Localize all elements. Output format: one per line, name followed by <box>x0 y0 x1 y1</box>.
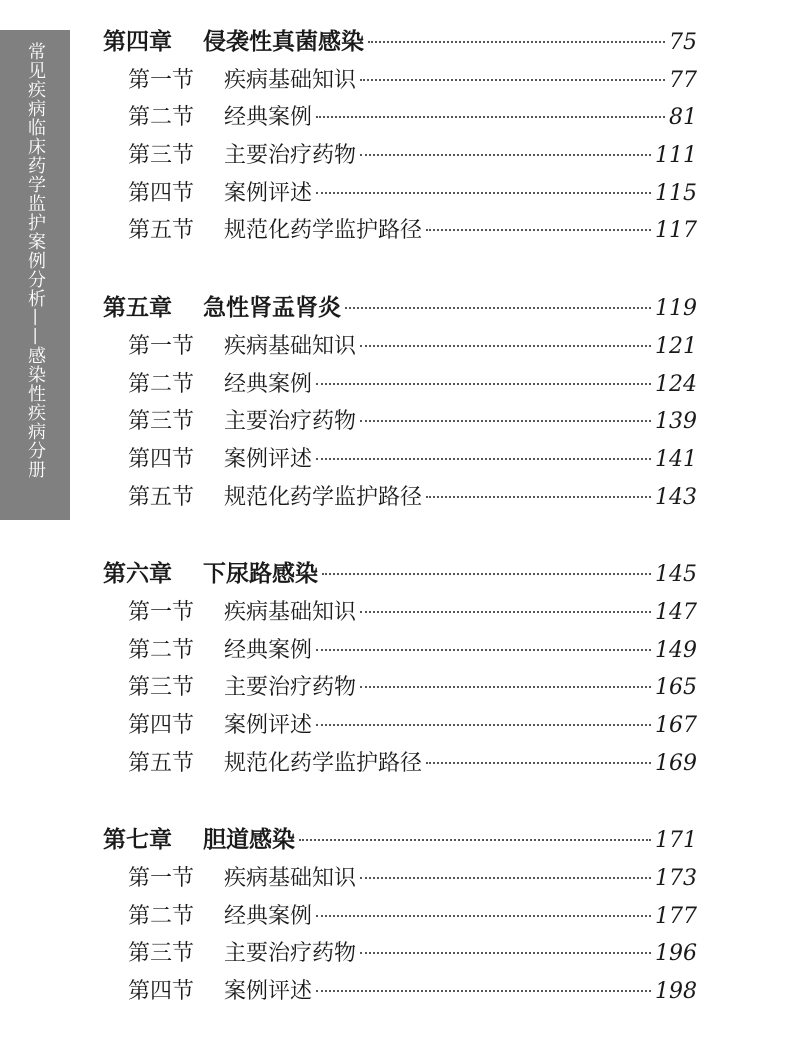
section-number: 第一节 <box>128 866 195 892</box>
section-entry[interactable] <box>103 669 697 707</box>
dot-leader <box>316 915 651 917</box>
section-entry[interactable] <box>103 441 697 479</box>
section-entry[interactable] <box>103 860 697 898</box>
section-title: 案例评述 <box>224 180 313 206</box>
page-number: 117 <box>655 218 697 244</box>
chapter <box>103 556 697 782</box>
page-number: 77 <box>669 67 697 93</box>
dot-leader <box>316 192 651 194</box>
page-number: 147 <box>655 599 697 625</box>
page-number: 198 <box>655 979 697 1005</box>
section-number: 第一节 <box>128 333 195 359</box>
section-number: 第一节 <box>128 67 195 93</box>
dot-leader <box>322 573 651 575</box>
page-number: 196 <box>655 941 697 967</box>
section-entry[interactable] <box>103 632 697 670</box>
page-number: 75 <box>669 30 697 55</box>
section-title: 主要治疗药物 <box>224 941 357 967</box>
section-entry[interactable] <box>103 707 697 745</box>
section-entry[interactable] <box>103 328 697 366</box>
chapter <box>103 822 697 1010</box>
section-entry[interactable] <box>103 175 697 213</box>
section-title: 案例评述 <box>224 979 313 1005</box>
dot-leader <box>360 686 651 688</box>
page-number: 167 <box>655 713 697 738</box>
section-number: 第一节 <box>128 599 195 625</box>
chapter-number: 第六章 <box>103 561 172 588</box>
section-number: 第四节 <box>128 979 195 1005</box>
dot-leader <box>316 383 651 385</box>
chapter-entry[interactable] <box>103 290 697 328</box>
chapter <box>103 24 697 250</box>
section-title: 规范化药学监护路径 <box>224 750 423 776</box>
page-number: 139 <box>655 409 697 435</box>
section-entry[interactable] <box>103 366 697 404</box>
page-number: 149 <box>655 637 697 663</box>
chapter <box>103 290 697 516</box>
side-tab <box>0 30 70 520</box>
dot-leader <box>368 41 665 43</box>
page-number: 111 <box>655 143 697 169</box>
section-title: 主要治疗药物 <box>224 409 357 435</box>
section-title: 疾病基础知识 <box>224 333 357 359</box>
section-title: 疾病基础知识 <box>224 866 357 892</box>
page-number: 171 <box>655 828 697 854</box>
section-title: 疾病基础知识 <box>224 599 357 625</box>
section-title: 案例评述 <box>224 446 313 472</box>
page-number: 169 <box>655 750 697 776</box>
dot-leader <box>316 724 651 726</box>
section-title: 经典案例 <box>224 903 313 929</box>
page-number: 173 <box>655 866 697 892</box>
page-number: 141 <box>655 446 697 472</box>
section-entry[interactable] <box>103 212 697 250</box>
page-number: 143 <box>655 484 697 510</box>
section-entry[interactable] <box>103 99 697 137</box>
section-entry[interactable] <box>103 137 697 175</box>
chapter-title: 侵袭性真菌感染 <box>203 29 364 55</box>
dot-leader <box>426 496 651 498</box>
dot-leader <box>316 458 651 460</box>
section-entry[interactable] <box>103 898 697 936</box>
section-title: 主要治疗药物 <box>224 143 357 169</box>
dot-leader <box>360 154 651 156</box>
dot-leader <box>299 839 651 841</box>
section-title: 主要治疗药物 <box>224 675 357 701</box>
chapter-title: 急性肾盂肾炎 <box>203 295 341 322</box>
dot-leader <box>426 762 651 764</box>
page-number: 81 <box>669 105 697 131</box>
dot-leader <box>426 229 651 231</box>
dot-leader <box>316 116 665 118</box>
section-number: 第四节 <box>128 180 195 206</box>
page-number: 165 <box>655 675 697 701</box>
section-number: 第二节 <box>128 637 195 663</box>
section-number: 第二节 <box>128 105 195 131</box>
dot-leader <box>360 345 651 347</box>
chapter-title: 下尿路感染 <box>203 561 318 588</box>
section-entry[interactable] <box>103 745 697 783</box>
dot-leader <box>360 877 651 879</box>
dot-leader <box>360 952 651 954</box>
section-number: 第三节 <box>128 941 195 967</box>
section-title: 案例评述 <box>224 713 313 738</box>
section-title: 经典案例 <box>224 371 313 397</box>
page-number: 177 <box>655 903 697 929</box>
page-number: 119 <box>655 296 697 322</box>
section-number: 第二节 <box>128 371 195 397</box>
dot-leader <box>360 79 665 81</box>
chapter-number: 第四章 <box>103 29 172 55</box>
side-tab-text: 常见疾病临床药学监护案例分析——感染性疾病分册 <box>25 42 46 479</box>
chapter-entry[interactable] <box>103 556 697 594</box>
chapter-title: 胆道感染 <box>203 827 295 854</box>
page-number: 121 <box>655 333 697 359</box>
chapter-entry[interactable] <box>103 822 697 860</box>
section-number: 第四节 <box>128 446 195 472</box>
section-entry[interactable] <box>103 594 697 632</box>
section-number: 第三节 <box>128 675 195 701</box>
section-title: 疾病基础知识 <box>224 67 357 93</box>
page-number: 145 <box>655 562 697 588</box>
section-title: 经典案例 <box>224 637 313 663</box>
section-number: 第五节 <box>128 484 195 510</box>
section-title: 规范化药学监护路径 <box>224 484 423 510</box>
page-number: 124 <box>655 371 697 397</box>
chapter-number: 第五章 <box>103 295 172 322</box>
section-entry[interactable] <box>103 973 697 1011</box>
section-entry[interactable] <box>103 403 697 441</box>
section-number: 第三节 <box>128 143 195 169</box>
section-number: 第五节 <box>128 750 195 776</box>
dot-leader <box>316 649 651 651</box>
section-number: 第三节 <box>128 409 195 435</box>
chapter-entry[interactable] <box>103 24 697 62</box>
section-title: 规范化药学监护路径 <box>224 218 423 244</box>
dot-leader <box>345 307 651 309</box>
table-of-contents <box>103 24 697 1051</box>
section-number: 第五节 <box>128 218 195 244</box>
dot-leader <box>316 990 651 992</box>
chapter-number: 第七章 <box>103 827 172 854</box>
section-number: 第四节 <box>128 713 195 738</box>
section-title: 经典案例 <box>224 105 313 131</box>
dot-leader <box>360 611 651 613</box>
section-number: 第二节 <box>128 903 195 929</box>
section-entry[interactable] <box>103 479 697 517</box>
section-entry[interactable] <box>103 935 697 973</box>
dot-leader <box>360 420 651 422</box>
page-number: 115 <box>655 180 697 206</box>
section-entry[interactable] <box>103 62 697 100</box>
